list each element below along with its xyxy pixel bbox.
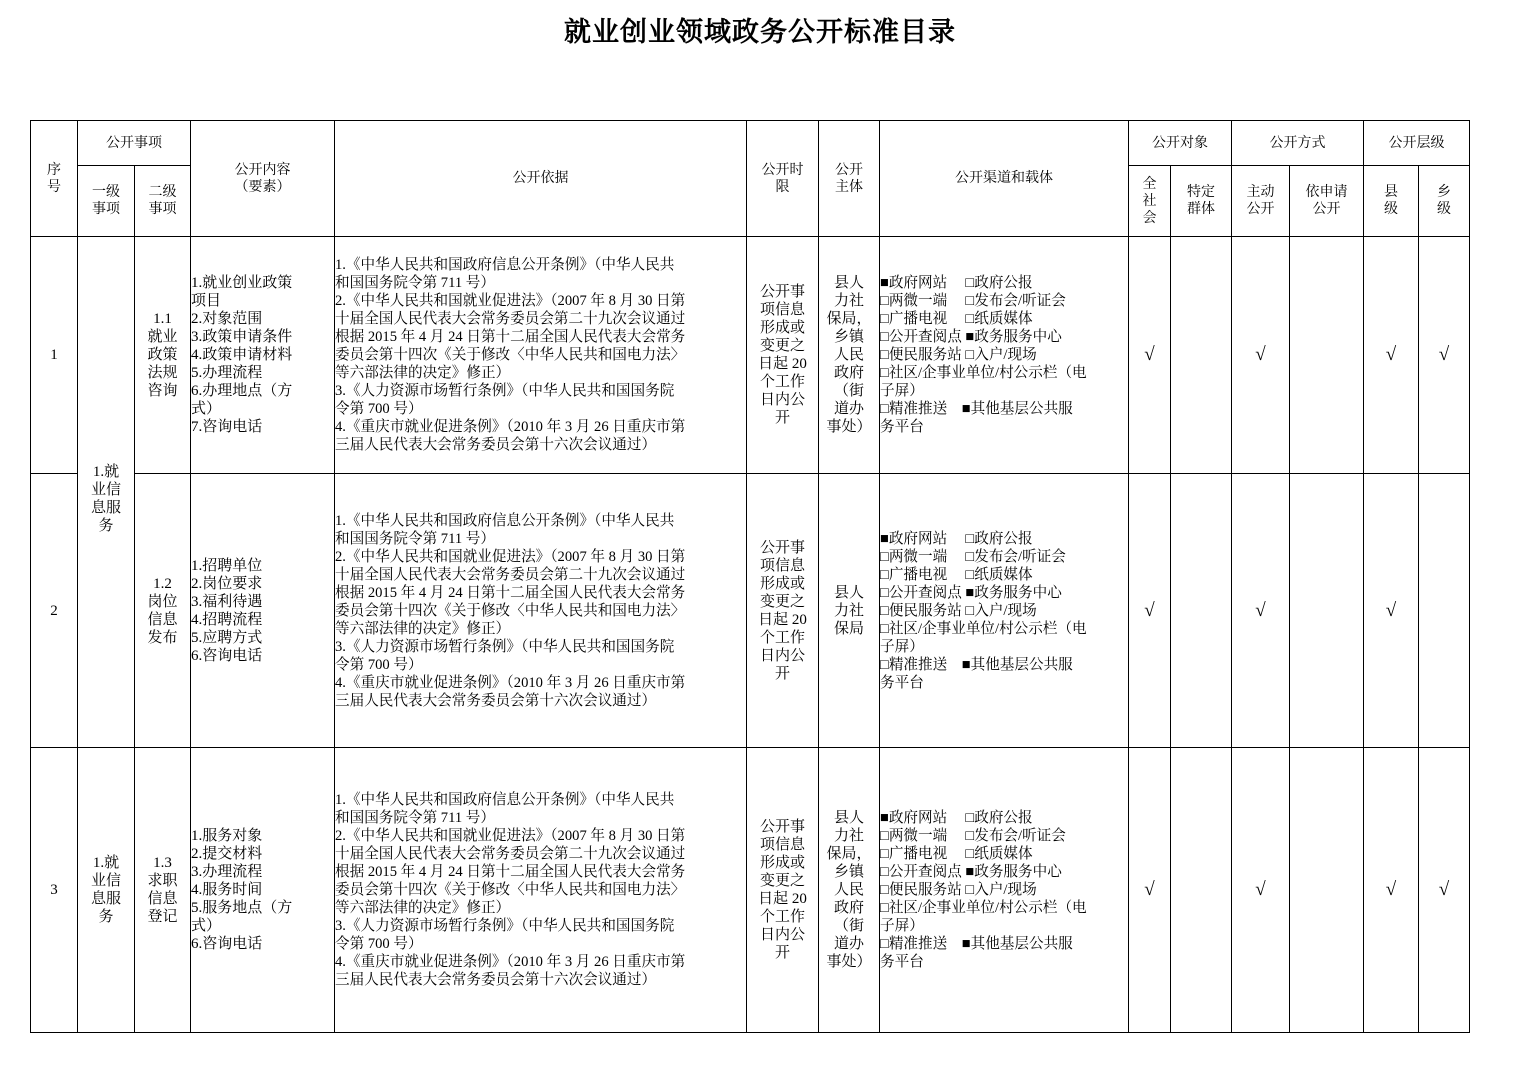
header-method-request: 依申请 公开 — [1290, 166, 1364, 237]
row-level2: 1.3 求职 信息 登记 — [135, 748, 191, 1033]
row-seq: 3 — [31, 748, 78, 1033]
row-basis: 1.《中华人民共和国政府信息公开条例》（中华人民共 和国国务院令第 711 号） 2.《中华人民共和国就业促进法》（2007 年 8 月 30 日第 十届全国人民代表大会常务委员会第二十九次会议通过 根据 2015 年 4 月 24 日第十二届全国人民代表大会常务 委员会第十四次《关于修改〈中华人民共和国电力法〉 等六部法律的决定》修正） 3.《人力资源市场暂行条例》（中华人民共和国国务院 令第 700 号） 4.《重庆市就业促进条例》（2010 年 3 月 26 日重庆市第 三届人民代表大会常务委员会第十六次会议通过） — [335, 748, 747, 1033]
row-time-limit: 公开事 项信息 形成或 变更之 日起 20 个工作 日内公 开 — [747, 748, 819, 1033]
page-title: 就业创业领域政务公开标准目录 — [564, 17, 956, 48]
row-level2: 1.1 就业 政策 法规 咨询 — [135, 237, 191, 474]
row-seq: 2 — [31, 474, 78, 748]
header-target-specific: 特定 群体 — [1171, 166, 1232, 237]
row-target-all: √ — [1129, 748, 1171, 1033]
row-tier-county: √ — [1364, 474, 1419, 748]
header-basis: 公开依据 — [335, 121, 747, 237]
row-time-limit: 公开事 项信息 形成或 变更之 日起 20 个工作 日内公 开 — [747, 237, 819, 474]
row-target-specific — [1171, 474, 1232, 748]
row-method-active: √ — [1232, 474, 1290, 748]
row-tier-township: √ — [1419, 237, 1470, 474]
header-target: 公开对象 — [1129, 121, 1232, 166]
header-seq: 序 号 — [31, 121, 78, 237]
row-seq: 1 — [31, 237, 78, 474]
row-level1: 1.就 业信 息服 务 — [78, 237, 135, 748]
row-subject: 县人 力社 保局 — [819, 474, 880, 748]
header-time-limit: 公开时 限 — [747, 121, 819, 237]
header-subject: 公开 主体 — [819, 121, 880, 237]
row-content: 1.招聘单位 2.岗位要求 3.福利待遇 4.招聘流程 5.应聘方式 6.咨询电话 — [191, 474, 335, 748]
row-channel: ■政府网站 □政府公报 □两微一端 □发布会/听证会 □广播电视 □纸质媒体 □公开查阅点 ■政务服务中心 □便民服务站 □入户/现场 □社区/企事业单位/村公示栏（电 子屏） □精准推送 ■其他基层公共服 务平台 — [880, 748, 1129, 1033]
table-row — [31, 748, 1470, 1033]
row-basis: 1.《中华人民共和国政府信息公开条例》（中华人民共 和国国务院令第 711 号） 2.《中华人民共和国就业促进法》（2007 年 8 月 30 日第 十届全国人民代表大会常务委员会第二十九次会议通过 根据 2015 年 4 月 24 日第十二届全国人民代表大会常务 委员会第十四次《关于修改〈中华人民共和国电力法〉 等六部法律的决定》修正） 3.《人力资源市场暂行条例》（中华人民共和国国务院 令第 700 号） 4.《重庆市就业促进条例》（2010 年 3 月 26 日重庆市第 三届人民代表大会常务委员会第十六次会议通过） — [335, 474, 747, 748]
table-row — [31, 474, 1470, 748]
row-tier-county: √ — [1364, 237, 1419, 474]
row-method-active: √ — [1232, 748, 1290, 1033]
table-row — [31, 237, 1470, 474]
row-subject: 县人 力社 保局， 乡镇 人民 政府 （街 道办 事处） — [819, 237, 880, 474]
header-level2: 二级 事项 — [135, 166, 191, 237]
row-tier-township: √ — [1419, 748, 1470, 1033]
header-tier: 公开层级 — [1364, 121, 1470, 166]
row-content: 1.服务对象 2.提交材料 3.办理流程 4.服务时间 5.服务地点（方 式） 6.咨询电话 — [191, 748, 335, 1033]
header-tier-county: 县 级 — [1364, 166, 1419, 237]
row-target-all: √ — [1129, 237, 1171, 474]
row-target-specific — [1171, 237, 1232, 474]
header-matters: 公开事项 — [78, 121, 191, 166]
row-level2: 1.2 岗位 信息 发布 — [135, 474, 191, 748]
row-method-request — [1290, 474, 1364, 748]
row-tier-county: √ — [1364, 748, 1419, 1033]
header-method-active: 主动 公开 — [1232, 166, 1290, 237]
row-channel: ■政府网站 □政府公报 □两微一端 □发布会/听证会 □广播电视 □纸质媒体 □公开查阅点 ■政务服务中心 □便民服务站 □入户/现场 □社区/企事业单位/村公示栏（电 子屏） □精准推送 ■其他基层公共服 务平台 — [880, 237, 1129, 474]
row-level1: 1.就 业信 息服 务 — [78, 748, 135, 1033]
row-tier-township — [1419, 474, 1470, 748]
header-method: 公开方式 — [1232, 121, 1364, 166]
row-target-specific — [1171, 748, 1232, 1033]
row-content: 1.就业创业政策 项目 2.对象范围 3.政策申请条件 4.政策申请材料 5.办理流程 6.办理地点（方 式） 7.咨询电话 — [191, 237, 335, 474]
catalog-table — [30, 120, 1470, 1033]
row-channel: ■政府网站 □政府公报 □两微一端 □发布会/听证会 □广播电视 □纸质媒体 □公开查阅点 ■政务服务中心 □便民服务站 □入户/现场 □社区/企事业单位/村公示栏（电 子屏） □精准推送 ■其他基层公共服 务平台 — [880, 474, 1129, 748]
row-time-limit: 公开事 项信息 形成或 变更之 日起 20 个工作 日内公 开 — [747, 474, 819, 748]
header-target-all: 全 社 会 — [1129, 166, 1171, 237]
row-method-request — [1290, 237, 1364, 474]
header-content: 公开内容 （要素） — [191, 121, 335, 237]
row-method-request — [1290, 748, 1364, 1033]
header-channel: 公开渠道和载体 — [880, 121, 1129, 237]
row-target-all: √ — [1129, 474, 1171, 748]
header-tier-township: 乡 级 — [1419, 166, 1470, 237]
row-method-active: √ — [1232, 237, 1290, 474]
header-row-1 — [31, 121, 1470, 166]
row-subject: 县人 力社 保局， 乡镇 人民 政府 （街 道办 事处） — [819, 748, 880, 1033]
header-level1: 一级 事项 — [78, 166, 135, 237]
row-basis: 1.《中华人民共和国政府信息公开条例》（中华人民共 和国国务院令第 711 号） 2.《中华人民共和国就业促进法》（2007 年 8 月 30 日第 十届全国人民代表大会常务委员会第二十九次会议通过 根据 2015 年 4 月 24 日第十二届全国人民代表大会常务 委员会第十四次《关于修改〈中华人民共和国电力法〉 等六部法律的决定》修正） 3.《人力资源市场暂行条例》（中华人民共和国国务院 令第 700 号） 4.《重庆市就业促进条例》（2010 年 3 月 26 日重庆市第 三届人民代表大会常务委员会第十六次会议通过） — [335, 237, 747, 474]
